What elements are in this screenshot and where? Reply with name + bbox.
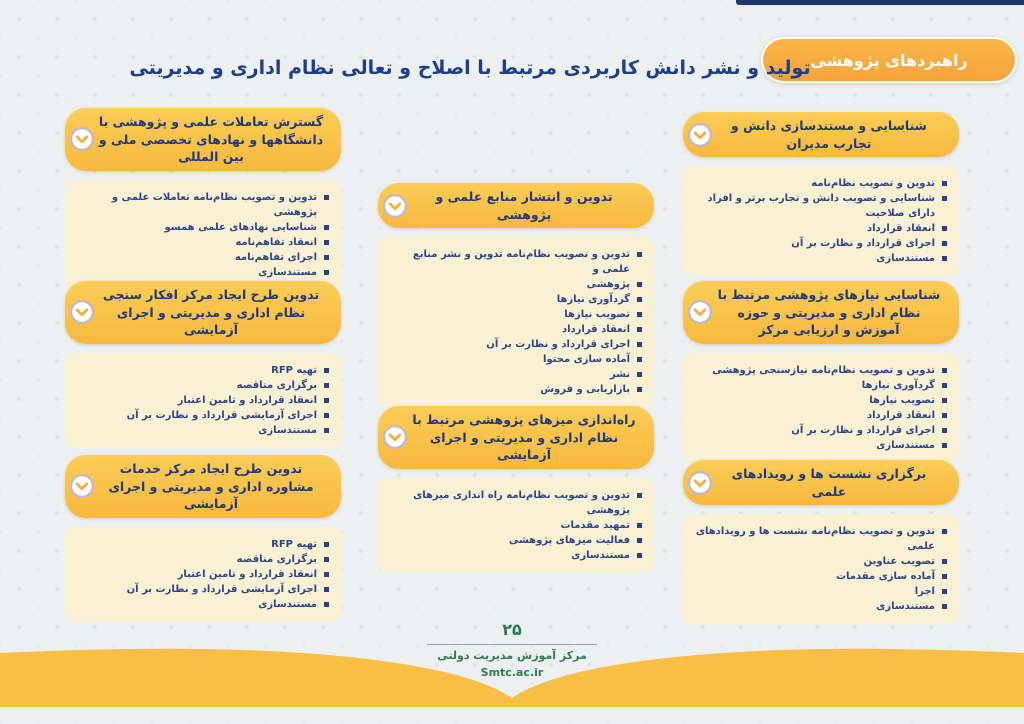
bullet-square-icon [324,255,329,260]
section-header-pill [378,183,654,228]
list-item [77,408,329,423]
bullet-square-icon [324,602,329,607]
list-item-text: تدوین و تصویب نظام‌نامه تعاملات علمی و پژوهشی [111,191,317,218]
bullet-square-icon [637,297,642,302]
list-item [390,307,642,322]
footer [0,620,1024,679]
list-item [390,352,642,367]
bullet-square-icon [942,529,947,534]
strategy-section [65,281,341,448]
list-item-text: اجرای آزمایشی قرارداد و نظارت بر آن [126,583,317,595]
bullet-square-icon [637,252,642,257]
bullet-square-icon [324,383,329,388]
section-header-label: برگزاری نشست ها و رویدادهای علمی [731,466,927,499]
list-item [390,322,642,337]
bullet-square-icon [324,428,329,433]
bullet-square-icon [942,559,947,564]
bullet-square-icon [637,327,642,332]
chevron-down-icon [382,424,408,450]
list-item-text: مستندسازی [258,266,317,278]
list-item-text: انعقاد قرارداد و تامین اعتبار [177,568,317,580]
bullet-square-icon [942,226,947,231]
list-item-text: شناسایی و تصویب دانش و تجارب برتر و افراد دارای صلاحیت [707,193,935,219]
list-item [77,235,329,250]
list-item [77,567,329,582]
bullet-square-icon [942,413,947,418]
list-item-text: اجرای قرارداد و نظارت بر آن [486,339,630,350]
section-header-pill [65,108,341,171]
bullet-square-icon [637,387,642,392]
list-item [77,582,329,597]
list-item [390,488,642,518]
bullet-square-icon [942,256,947,261]
strategy-section [683,112,959,276]
bullet-square-icon [942,443,947,448]
bullet-square-icon [942,241,947,246]
list-item-text: مستندسازی [876,439,935,451]
list-item [77,265,329,280]
list-item-text: انعقاد قرارداد [561,324,630,335]
bullet-square-icon [637,372,642,377]
list-item [77,552,329,567]
list-item [77,378,329,393]
bullet-square-icon [324,587,329,592]
bullet-square-icon [324,413,329,418]
list-item [695,584,947,599]
list-item-text: مستندسازی [876,253,935,264]
list-item-text: پژوهشی [586,279,630,290]
page-title: تولید و نشر دانش کاربردی مرتبط با اصلاح و تعالی نظام اداری و مدیریتی [129,57,811,79]
bullet-square-icon [942,589,947,594]
list-item-text: برگزاری مناقصه [236,553,317,565]
bullet-square-icon [637,342,642,347]
bullet-square-icon [637,312,642,317]
section-header-label: تدوین طرح ایجاد مرکز افکار سنجی نظام اداری و مدیریتی و اجرای آزمایشی [102,287,320,337]
list-item-text: گردآوری نیازها [861,379,935,391]
list-item [695,599,947,614]
list-item-text: فعالیت میزهای پژوهشی [508,534,630,546]
task-list [683,514,959,624]
bullet-square-icon [942,574,947,579]
bullet-square-icon [942,398,947,403]
list-item [695,378,947,393]
strategy-section [65,108,341,290]
list-item-text: تدوین و تصویب نظام‌نامه تدوین و نشر منابع علمی و [412,249,630,275]
list-item [695,393,947,408]
list-item [77,363,329,378]
list-item [77,537,329,552]
list-item-text: تصویب نیازها [869,394,935,406]
list-item-text: انعقاد تفاهم‌نامه [235,236,317,248]
list-item-text: انعقاد قرارداد [866,409,935,421]
list-item-text: تدوین و تصویب نظام‌نامه نشست ها و رویدادهای علمی [695,526,935,552]
section-header-pill [65,281,341,344]
list-item-text: اجرای آزمایشی قرارداد و نظارت بر آن [126,409,317,421]
column-right [683,0,959,724]
chevron-down-icon [69,126,95,152]
strategy-tag-label: راهبردهای پژوهشی [810,50,968,70]
footer-organization: مرکز آموزش مدیریت دولتی [437,649,587,662]
list-item [77,190,329,220]
section-header-pill [683,460,959,505]
list-item [695,554,947,569]
chevron-down-icon [687,299,713,325]
list-item [77,393,329,408]
list-item [390,292,642,307]
bullet-square-icon [637,357,642,362]
bullet-square-icon [324,572,329,577]
bullet-square-icon [637,493,642,498]
bullet-square-icon [942,383,947,388]
task-list [65,353,341,448]
list-item-text: اجرای قرارداد و نظارت بر آن [791,238,935,249]
bullet-square-icon [942,196,947,201]
list-item-text: نشر [609,369,630,380]
section-header-label: تدوین و انتشار منابع علمی و پژوهشی [435,189,613,222]
bullet-square-icon [324,398,329,403]
list-item [77,597,329,612]
list-item [390,533,642,548]
task-list [378,478,654,573]
chevron-down-icon [382,193,408,219]
bullet-square-icon [637,282,642,287]
list-item [390,277,642,292]
list-item [390,382,642,397]
section-header-label: گسترش تعاملات علمی و پژوهشی با دانشگاهها و نهادهای تخصصی ملی و بین المللی [98,114,324,164]
section-header-label: تدوین طرح ایجاد مرکز خدمات مشاوره اداری و مدیریتی و اجرای آزمایشی [108,461,314,511]
list-item-text: انعقاد قرارداد و تامین اعتبار [177,394,317,406]
list-item [695,251,947,266]
task-list [65,180,341,290]
list-item [390,367,642,382]
page-number: ۲۵ [502,620,522,639]
list-item-text: آماده سازی محتوا [542,354,630,365]
bullet-square-icon [324,542,329,547]
list-item-text: تدوین و تصویب نظام‌نامه راه اندازی میزهای پژوهشی [413,489,630,516]
section-header-label: شناسایی نیازهای پژوهشی مرتبط با نظام اداری و مدیریتی و حوزه آموزش و ارزیابی مرکز [717,287,941,337]
bullet-square-icon [637,538,642,543]
list-item-text: تدوین و تصویب نظام‌نامه [811,178,935,189]
strategy-section [378,183,654,407]
list-item-text: آماده سازی مقدمات [835,571,935,582]
list-item [695,363,947,378]
section-header-pill [683,112,959,157]
list-item [695,569,947,584]
bullet-square-icon [637,523,642,528]
task-list [378,237,654,407]
list-item-text: انعقاد قرارداد [866,223,935,234]
task-list [683,353,959,463]
bullet-square-icon [324,240,329,245]
list-item [695,438,947,453]
list-item-text: تدوین و تصویب نظام‌نامه نیازسنجی پژوهشی [712,364,935,376]
list-item [390,247,642,277]
list-item [77,250,329,265]
list-item [695,191,947,221]
footer-website: Smtc.ac.ir [480,666,544,679]
task-list [683,166,959,276]
list-item-text: اجرا [914,586,935,597]
list-item-text: اجرای قرارداد و نظارت بر آن [791,424,935,436]
strategy-section [683,460,959,624]
strategy-section [65,455,341,622]
chevron-down-icon [687,470,713,496]
chevron-down-icon [69,473,95,499]
bullet-square-icon [324,225,329,230]
list-item [695,408,947,423]
list-item-text: شناسایی نهادهای علمی همسو [164,221,317,233]
list-item [695,221,947,236]
list-item [390,548,642,563]
list-item-text: تصویب عناوین [863,556,935,567]
bullet-square-icon [324,557,329,562]
list-item-text: برگزاری مناقصه [236,379,317,391]
bullet-square-icon [942,181,947,186]
list-item-text: تهیه RFP [271,538,317,550]
list-item-text: تصویب نیازها [564,309,630,320]
strategy-section [378,406,654,573]
bullet-square-icon [942,368,947,373]
bullet-square-icon [324,270,329,275]
chevron-down-icon [687,122,713,148]
bullet-square-icon [942,428,947,433]
list-item-text: تمهید مقدمات [560,519,630,531]
section-header-label: راه‌اندازی میزهای پژوهشی مرتبط با نظام اداری و مدیریتی و اجرای آزمایشی [412,412,636,462]
bullet-square-icon [942,604,947,609]
bullet-square-icon [637,553,642,558]
bullet-square-icon [324,368,329,373]
list-item [390,337,642,352]
section-header-pill [65,455,341,518]
list-item-text: مستندسازی [258,598,317,610]
list-item [695,176,947,191]
list-item [77,220,329,235]
strategy-section [683,281,959,463]
list-item-text: تهیه RFP [271,364,317,376]
chevron-down-icon [69,299,95,325]
list-item [77,423,329,438]
list-item [695,423,947,438]
list-item-text: مستندسازی [258,424,317,436]
section-header-pill [378,406,654,469]
footer-divider [427,644,597,645]
list-item-text: مستندسازی [571,549,630,561]
list-item-text: گردآوری نیازها [556,294,630,305]
list-item [390,518,642,533]
list-item [695,236,947,251]
column-middle [378,0,654,724]
list-item-text: مستندسازی [876,601,935,612]
bullet-square-icon [324,195,329,200]
column-left [65,0,341,724]
section-header-label: شناسایی و مستندسازی دانش و تجارب مدیران [731,118,927,151]
section-header-pill [683,281,959,344]
task-list [65,527,341,622]
list-item-text: اجرای تفاهم‌نامه [234,251,317,263]
list-item-text: بازاریابی و فروش [540,384,630,395]
list-item [695,524,947,554]
